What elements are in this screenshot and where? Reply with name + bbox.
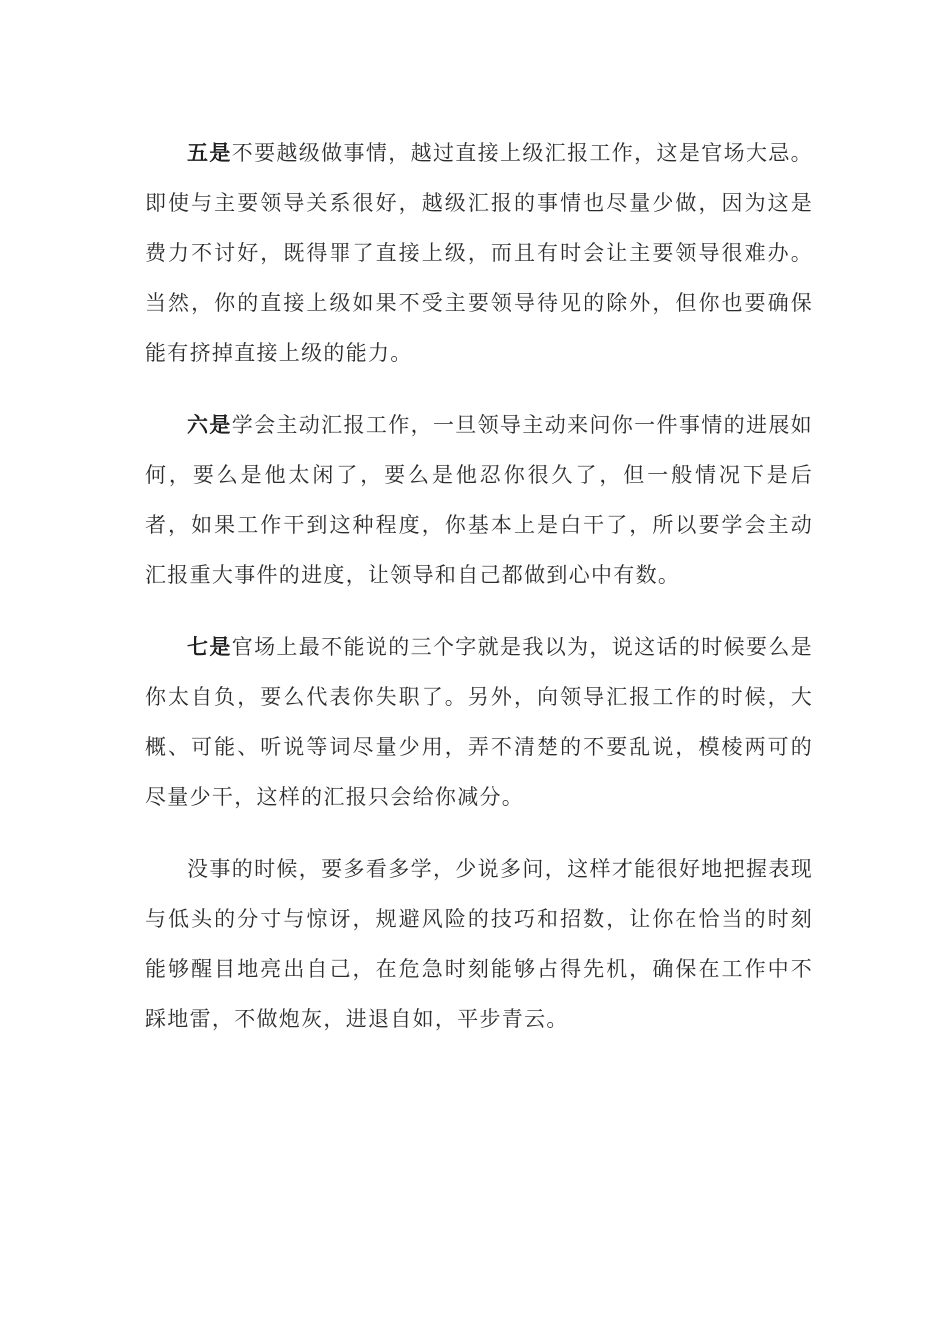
paragraph-conclusion xyxy=(145,844,813,1044)
paragraph-7 xyxy=(145,622,813,822)
paragraph-lead: 六是 xyxy=(187,412,232,437)
paragraph-text: 不要越级做事情，越过直接上级汇报工作，这是官场大忌。即使与主要领导关系很好，越级汇报的事情也尽量少做，因为这是费力不讨好，既得罪了直接上级，而且有时会让主要领导很难办。当然，你的直接上级如果不受主要领导待见的除外，但你也要确保能有挤掉直接上级的能力。 xyxy=(145,141,813,365)
paragraph-lead: 七是 xyxy=(187,634,232,659)
document-body xyxy=(145,128,813,1066)
paragraph-text: 没事的时候，要多看多学，少说多问，这样才能很好地把握表现与低头的分寸与惊讶，规避风险的技巧和招数，让你在恰当的时刻能够醒目地亮出自己，在危急时刻能够占得先机，确保在工作中不踩地雷，不做炮灰，进退自如，平步青云。 xyxy=(145,857,813,1031)
paragraph-text: 学会主动汇报工作，一旦领导主动来问你一件事情的进展如何，要么是他太闲了，要么是他忍你很久了，但一般情况下是后者，如果工作干到这种程度，你基本上是白干了，所以要学会主动汇报重大事件的进度，让领导和自己都做到心中有数。 xyxy=(145,413,813,587)
paragraph-lead: 五是 xyxy=(187,140,232,165)
paragraph-text: 官场上最不能说的三个字就是我以为，说这话的时候要么是你太自负，要么代表你失职了。另外，向领导汇报工作的时候，大概、可能、听说等词尽量少用，弄不清楚的不要乱说，模棱两可的尽量少干，这样的汇报只会给你减分。 xyxy=(145,635,813,809)
paragraph-5 xyxy=(145,128,813,378)
paragraph-6 xyxy=(145,400,813,600)
